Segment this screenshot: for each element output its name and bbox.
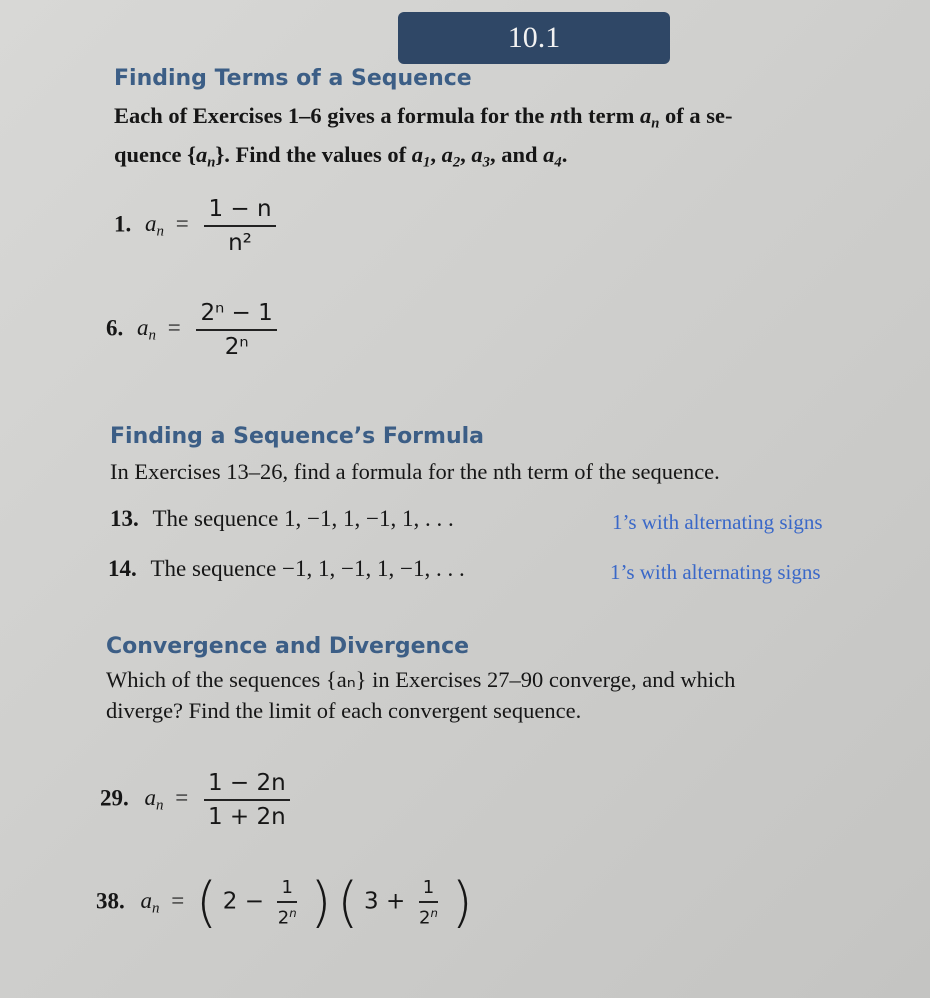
exercise-number: 1. [114,211,132,237]
numerator: 2ⁿ − 1 [196,300,276,331]
exercise-number: 38. [96,888,125,914]
section-heading-formula: Finding a Sequence’s Formula [110,424,484,449]
right-paren: ) [310,871,332,934]
fraction [204,770,290,830]
section-badge: 10.1 [398,12,670,64]
section-heading-terms: Finding Terms of a Sequence [114,66,472,91]
fraction [196,300,276,360]
left-paren: ( [337,871,359,934]
fraction [204,196,275,256]
exercise-13 [110,506,454,532]
left-paren: ( [195,871,218,934]
exercise-number: 29. [100,785,129,811]
exercise-number: 13. [110,506,139,531]
denominator: 1 + 2n [207,804,286,830]
exercise-38: 38. $a_n$ = ( 2 − $\frac{1}{2^n}$ ) ( 3 + $\frac{1}{2^n}$ ) [96,871,473,934]
exercise-14 [108,556,465,582]
fraction: $\frac{1}{2^n}$ [419,877,438,929]
exercise-6: 6. $a_n$ = $\frac{\text{2ⁿ − 1}}{\text{2ⁿ}}$ [106,300,281,360]
exercise-number: 14. [108,556,137,581]
fraction: $\frac{1}{2^n}$ [277,877,297,929]
numerator: 1 − n [204,196,275,227]
section-intro-terms: Each of Exercises 1–6 gives a formula for the nth term $a_n$ of a se- quence $\{a_n\}$. Find the values of $a_1$, $a_2$, $a_3$, and $a_4$. [114,103,733,171]
exercise-number: 6. [106,315,124,341]
exercise-text: The sequence −1, 1, −1, 1, −1, . . . [150,556,465,581]
section-intro-formula: In Exercises 13–26, find a formula for the nth term of the sequence. [110,459,720,484]
exercise-1: 1. $a_n$ = $\frac{1 - n}{\text{n²}}$ [114,196,280,256]
exercise-text: The sequence 1, −1, 1, −1, 1, . . . [152,506,454,531]
denominator: n² [228,230,252,256]
denominator: 2ⁿ [224,334,249,360]
answer-hint: 1’s with alternating signs [612,510,823,534]
section-intro-convergence [106,664,886,726]
section-heading-convergence: Convergence and Divergence [106,634,470,659]
numerator: 1 − 2n [204,770,290,801]
exercise-29: 29. $a_n$ = $\frac{1 - 2n}{1 + 2n}$ [100,770,294,830]
answer-hint: 1’s with alternating signs [610,560,821,584]
intro-line: diverge? Find the limit of each convergent sequence. [106,698,582,723]
right-paren: ) [451,871,473,934]
intro-line: Which of the sequences {aₙ} in Exercises 27–90 converge, and which [106,667,736,692]
